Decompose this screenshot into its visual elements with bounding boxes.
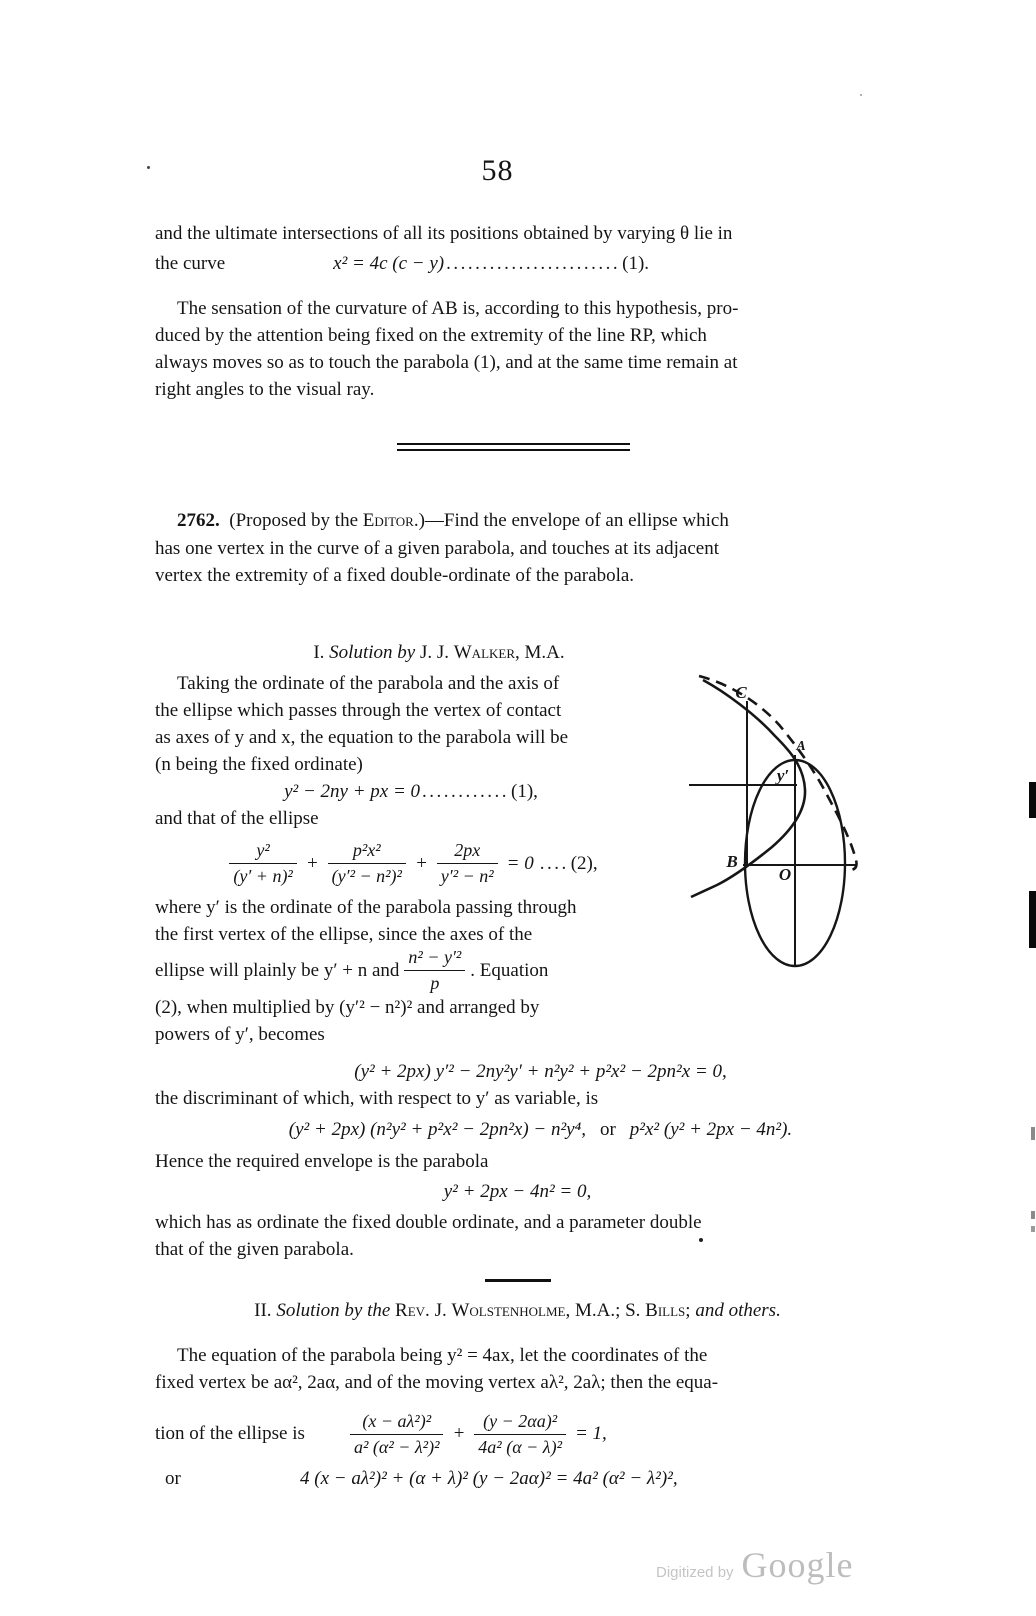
solution-1-heading: I. Solution by J. J. Walker, M.A. [313, 641, 565, 663]
fraction: $\frac{2px}{\text{y′² − n²}}$ [437, 840, 498, 887]
problem-number: 2762. [177, 510, 220, 531]
solution-line: and that of the ellipse [155, 807, 319, 829]
solution-2-heading: II. Solution by the Rev. J. Wolstenholme, M.A.; S. Bills; and others. [254, 1300, 781, 1321]
equation-parabola: y² − 2ny + px = 0 ............ (1), [284, 780, 538, 802]
scan-artifact [147, 166, 150, 169]
equation-ellipse-2-row: tion of the ellipse is $\frac{\text{(x − aλ²)²}}{\text{a² (α² − λ²)²}}$ + $\frac{\text{(y − 2αa)²}}{\text{4a² (α − λ)²}}$ = 1, [155, 1406, 880, 1462]
scan-artifact [1031, 1127, 1035, 1140]
solution-line: The equation of the parabola being y² = 4ax, let the coordinates of the [177, 1345, 708, 1366]
page-number: 58 [481, 154, 514, 187]
equation-envelope: y² + 2px − 4n² = 0, [443, 1180, 592, 1202]
figure-label-C: C [735, 682, 747, 702]
figure-parabola-ellipse [673, 654, 1023, 984]
figure-label-B: B [726, 851, 738, 871]
fraction: $\frac{\text{(y − 2αa)²}}{\text{4a² (α − λ)²}}$ [474, 1411, 566, 1458]
solution-line: that of the given parabola. [155, 1238, 354, 1260]
paragraph-line: duced by the attention being fixed on the extremity of the line RP, which [155, 325, 707, 346]
equation-ellipse: $\frac{\text{y²}}{\text{(y′ + n)²}}$ + $\frac{\text{p²x²}}{\text{(y′² − n²)²}}$ + $\frac{2px}{\text{y′² − n²}}$ = 0 .... (2), [155, 837, 667, 891]
scan-artifact [699, 1238, 703, 1242]
solution-line: (n being the fixed ordinate) [155, 753, 363, 775]
figure-label-A: A [796, 738, 806, 754]
paragraph-line: The sensation of the curvature of AB is, according to this hypothesis, pro- [177, 298, 739, 319]
scan-artifact [860, 94, 862, 96]
equation-expanded-2: 4 (x − aλ²)² + (α + λ)² (y − 2aα)² = 4a² (α² − λ²)², [300, 1468, 678, 1489]
google-logo: Google [741, 1545, 854, 1585]
solution-line-with-fraction: ellipse will plainly be y′ + n and $\frac{\text{n² − y′²}}{p}$ . Equation [155, 947, 549, 993]
solution-line: which has as ordinate the fixed double ordinate, and a parameter double [155, 1211, 702, 1233]
paragraph-line: always moves so as to touch the parabola (1), and at the same time remain at [155, 352, 738, 373]
fraction: $\frac{\text{n² − y′²}}{p}$ [404, 947, 465, 994]
solution-1-body [155, 670, 880, 1048]
solution-line: the first vertex of the ellipse, since the axes of the [155, 923, 533, 945]
author-name-2: S. Bills; [625, 1300, 691, 1321]
solution-line: powers of y′, becomes [155, 1023, 325, 1045]
solution-2-body [155, 1342, 880, 1490]
paragraph-line: right angles to the visual ray. [155, 379, 375, 400]
proposer-name: Editor [362, 510, 414, 531]
solution-line: as axes of y and x, the equation to the parabola will be [155, 726, 569, 748]
problem-line: 2762. (Proposed by the Editor.)—Find the envelope of an ellipse which [177, 510, 729, 531]
figure-label-O: O [778, 864, 792, 884]
equation-expanded: (y² + 2px) y′² − 2ny²y′ + n²y² + p²x² − 2pn²x = 0, [354, 1060, 727, 1082]
author-name: Wolstenholme, [451, 1300, 571, 1321]
intro-line: and the ultimate intersections of all its positions obtained by varying θ lie in [155, 223, 733, 244]
digitized-watermark [656, 1544, 854, 1586]
scan-artifact [1029, 891, 1036, 948]
solution-line: fixed vertex be aα², 2aα, and of the moving vertex aλ², 2aλ; then the equa- [155, 1372, 719, 1393]
problem-line: vertex the extremity of a fixed double-ordinate of the parabola. [155, 565, 635, 586]
fraction: $\frac{\text{y²}}{\text{(y′ + n)²}}$ [229, 840, 296, 887]
equation-discriminant: (y² + 2px) (n²y² + p²x² − 2pn²x) − n²y⁴, or p²x² (y² + 2px − 4n²). [288, 1118, 793, 1140]
figure-label-y-prime: y′ [776, 765, 790, 785]
solution-line: the ellipse which passes through the vertex of contact [155, 699, 562, 721]
curve-prefix: the curve [155, 253, 226, 274]
scan-artifact [1031, 1226, 1035, 1232]
author-title: Rev. [395, 1300, 430, 1321]
watermark-prefix: Digitized by [656, 1564, 734, 1581]
solution-line: Taking the ordinate of the parabola and the axis of [177, 672, 560, 694]
short-rule-divider [485, 1279, 551, 1283]
scan-artifact [1029, 782, 1036, 818]
solution-line: (2), when multiplied by (y′² − n²)² and arranged by [155, 996, 540, 1018]
solution-line: Hence the required envelope is the parabola [155, 1150, 489, 1172]
equation-1: x² = 4c (c − y) ........................ (1). [333, 253, 650, 274]
intro-paragraph [155, 295, 880, 403]
author-name: Walker, [453, 641, 520, 663]
problem-line: has one vertex in the curve of a given parabola, and touches at its adjacent [155, 537, 719, 559]
solution-line: where y′ is the ordinate of the parabola passing through [155, 896, 577, 918]
fraction: $\frac{\text{(x − aλ²)²}}{\text{a² (α² − λ²)²}}$ [350, 1411, 443, 1458]
double-rule-divider [397, 443, 630, 451]
equation-ellipse-2: $\frac{\text{(x − aλ²)²}}{\text{a² (α² − λ²)²}}$ + $\frac{\text{(y − 2αa)²}}{\text{4a² (α − λ)²}}$ = 1, [345, 1411, 611, 1458]
fraction: $\frac{\text{p²x²}}{\text{(y′² − n²)²}}$ [328, 840, 406, 887]
equation-or-row: or 4 (x − aλ²)² + (α + λ)² (y − 2aα)² = 4a² (α² − λ²)², [165, 1468, 678, 1489]
solution-line: the discriminant of which, with respect to y′ as variable, is [155, 1087, 599, 1109]
scan-artifact [1031, 1211, 1035, 1219]
curve-equation-row [155, 249, 880, 279]
problem-2762 [155, 507, 880, 590]
